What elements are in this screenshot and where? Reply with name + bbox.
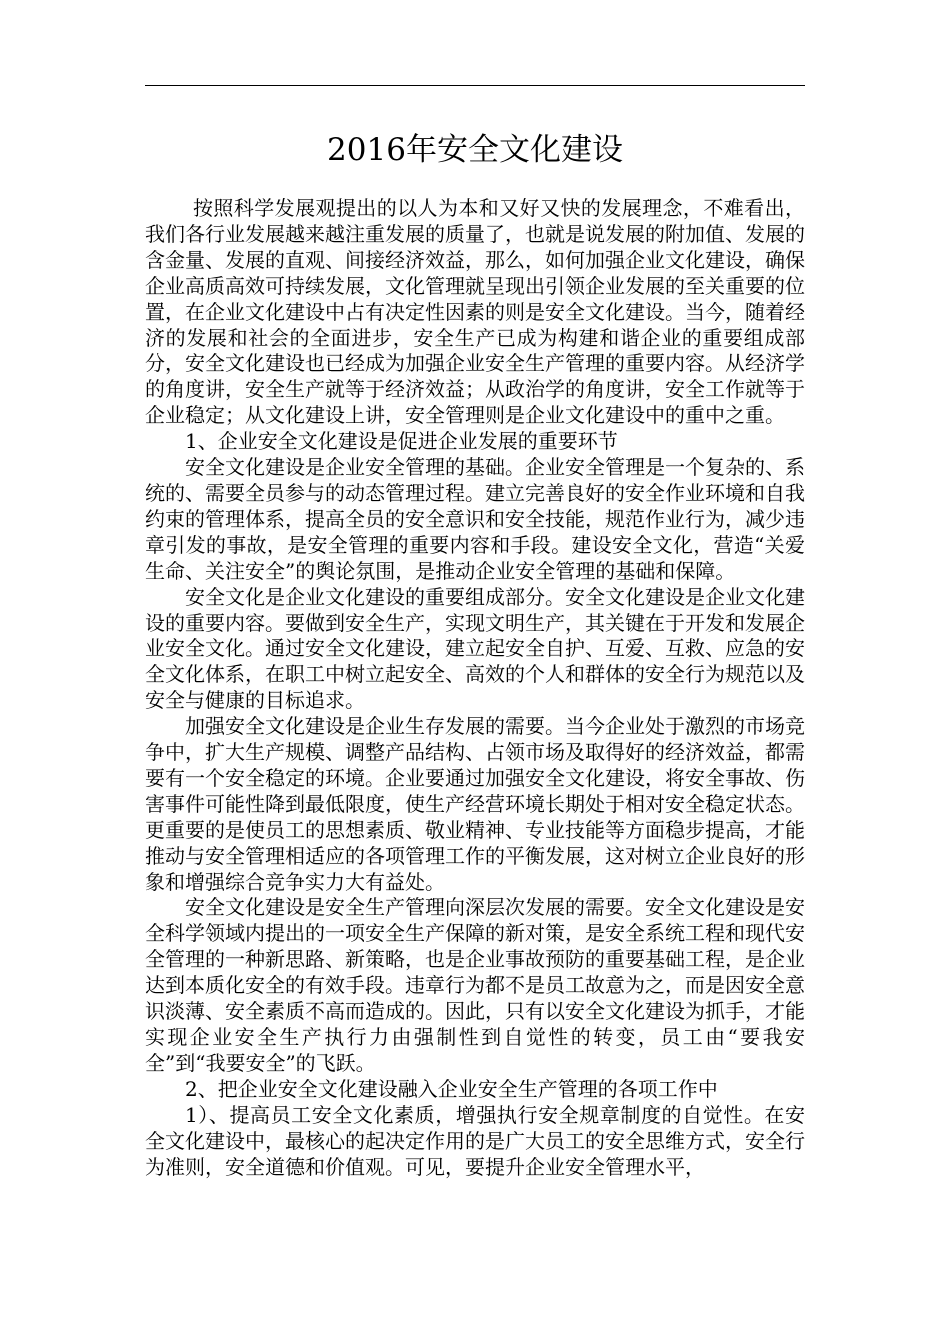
paragraph: 安全文化建设是企业安全管理的基础。企业安全管理是一个复杂的、系统的、需要全员参与的动态管理过程。建立完善良好的安全作业环境和自我约束的管理体系，提高全员的安全意识和安全技能，规范作业行为，减少违章引发的事故，是安全管理的重要内容和手段。建设安全文化，营造“关爱生命、关注安全”的舆论氛围，是推动企业安全管理的基础和保障。 [145,455,805,583]
section-heading-2: 2、把企业安全文化建设融入企业安全生产管理的各项工作中 [185,1076,718,1101]
document-body [145,196,805,1180]
paragraph: 1）、提高员工安全文化素质，增强执行安全规章制度的自觉性。在安全文化建设中，最核心的起决定作用的是广大员工的安全思维方式，安全行为准则，安全道德和价值观。可见，要提升企业安全管理水平， [145,1102,805,1179]
paragraph: 加强安全文化建设是企业生存发展的需要。当今企业处于激烈的市场竞争中，扩大生产规模、调整产品结构、占领市场及取得好的经济效益，都需要有一个安全稳定的环境。企业要通过加强安全文化建设，将安全事故、伤害事件可能性降到最低限度，使生产经营环境长期处于相对安全稳定状态。更重要的是使员工的思想素质、敬业精神、专业技能等方面稳步提高，才能推动与安全管理相适应的各项管理工作的平衡发展，这对树立企业良好的形象和增强综合竞争实力大有益处。 [145,714,805,894]
section-heading-1: 1、企业安全文化建设是促进企业发展的重要环节 [185,429,618,454]
header-rule [145,85,805,86]
paragraph: 安全文化是企业文化建设的重要组成部分。安全文化建设是企业文化建设的重要内容。要做到安全生产，实现文明生产，其关键在于开发和发展企业安全文化。通过安全文化建设，建立起安全自护、互爱、互救、应急的安全文化体系，在职工中树立起安全、高效的个人和群体的安全行为规范以及安全与健康的目标追求。 [145,584,805,713]
paragraph-intro: 按照科学发展观提出的以人为本和又好又快的发展理念，不难看出，我们各行业发展越来越注重发展的质量了，也就是说发展的附加值、发展的含金量、发展的直观、间接经济效益，那么，如何加强企业文化建设，确保企业高质高效可持续发展，文化管理就呈现出引领企业发展的至关重要的位置，在企业文化建设中占有决定性因素的则是安全文化建设。当今，随着经济的发展和社会的全面进步，安全生产已成为构建和谐企业的重要组成部分，安全文化建设也已经成为加强企业安全生产管理的重要内容。从经济学的角度讲，安全生产就等于经济效益；从政治学的角度讲，安全工作就等于企业稳定；从文化建设上讲，安全管理则是企业文化建设中的重中之重。 [145,196,805,428]
paragraph: 安全文化建设是安全生产管理向深层次发展的需要。安全文化建设是安全科学领域内提出的一项安全生产保障的新对策，是安全系统工程和现代安全管理的一种新思路、新策略，也是企业事故预防的重要基础工程，是企业达到本质化安全的有效手段。违章行为都不是员工故意为之，而是因安全意识淡薄、安全素质不高而造成的。因此，只有以安全文化建设为抓手，才能实现企业安全生产执行力由强制性到自觉性的转变，员工由“要我安全”到“我要安全”的飞跃。 [145,895,805,1075]
document-title: 2016年安全文化建设 [327,132,623,168]
